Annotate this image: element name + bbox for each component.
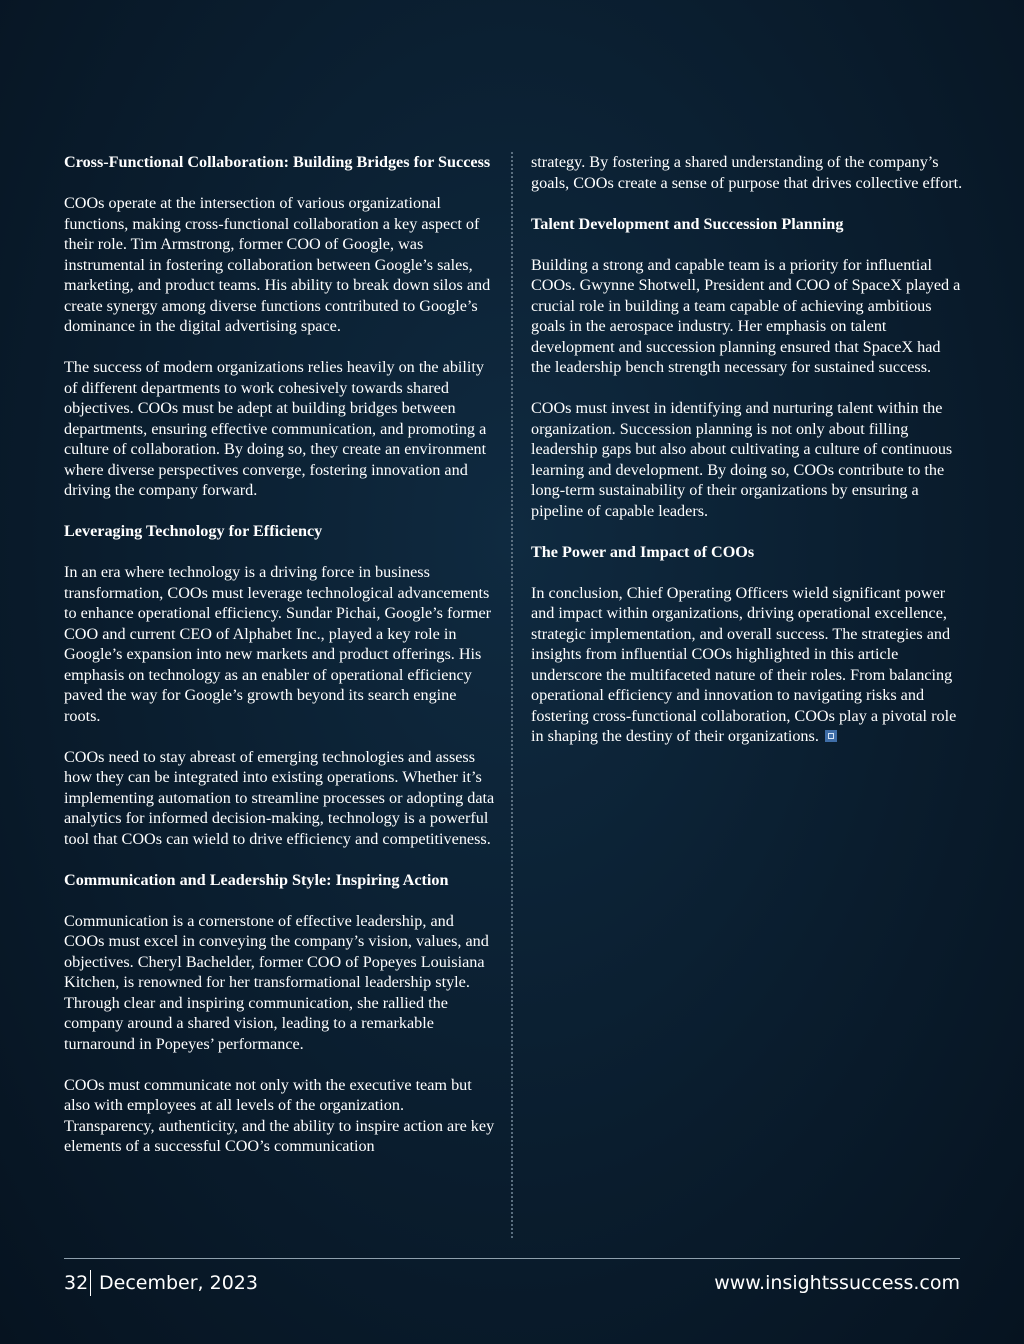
paragraph: COOs must communicate not only with the executive team but also with employees at all levels of the organization. Transparency, authenticity, and the ability to inspire action are key elements of a successful COO’s communication: [64, 1075, 495, 1155]
website-link[interactable]: www.insightssuccess.com: [714, 1272, 960, 1294]
section-heading: Communication and Leadership Style: Inspiring Action: [64, 870, 449, 889]
paragraph: The success of modern organizations relies heavily on the ability of different departments to work cohesively towards shared objectives. COOs must be adept at building bridges between departments, ensuring effective communication, and promoting a culture of collaboration. By doing so, they create an environment where diverse perspectives converge, fostering innovation and driving the company forward.: [64, 358, 487, 499]
page-footer: [64, 1270, 960, 1298]
paragraph: COOs must invest in identifying and nurturing talent within the organization. Succession planning is not only about filling leadership gaps but also about cultivating a culture of continuous learning and development. By doing so, COOs contribute to the long-term sustainability of their organizations by ensuring a pipeline of capable leaders.: [531, 399, 953, 520]
paragraph: COOs need to stay abreast of emerging technologies and assess how they can be integrated into existing operations. Whether it’s implementing automation to streamline processes or adopting data analytics for informed decision-making, technology is a powerful tool that COOs can wield to drive efficiency and competitiveness.: [64, 747, 495, 848]
issue-date: December, 2023: [99, 1272, 258, 1294]
footer-separator: [90, 1270, 91, 1296]
section-heading: Talent Development and Succession Planning: [531, 214, 844, 233]
section-heading: Leveraging Technology for Efficiency: [64, 522, 323, 540]
right-column: [531, 152, 963, 767]
paragraph: strategy. By fostering a shared understanding of the company’s goals, COOs create a sense of purpose that drives collective effort.: [531, 153, 963, 192]
paragraph: Communication is a cornerstone of effective leadership, and COOs must excel in conveying the company’s vision, values, and objectives. Cheryl Bachelder, former COO of Popeyes Louisiana Kitchen, is renowned for her transformational leadership style. Through clear and inspiring communication, she rallied the company around a shared vision, leading to a remarkable turnaround in Popeyes’ performance.: [64, 911, 489, 1053]
paragraph: In an era where technology is a driving force in business transformation, COOs must leverage technological advancements to enhance operational efficiency. Sundar Pichai, Google’s former COO and current CEO of Alphabet Inc., played a key role in Google’s expansion into new markets and product offerings. His emphasis on technology as an enabler of operational efficiency paved the way for Google’s growth beyond its search engine roots.: [64, 563, 492, 725]
paragraph: Building a strong and capable team is a priority for influential COOs. Gwynne Shotwell, President and COO of SpaceX played a crucial role in building a team capable of achieving ambitious goals in the aerospace industry. Her emphasis on talent development and succession planning ensured that SpaceX had the leadership bench strength necessary for sustained success.: [531, 255, 961, 376]
end-of-article-icon: [825, 730, 837, 742]
left-column: [64, 152, 496, 1177]
paragraph-text: In conclusion, Chief Operating Officers wield significant power and impact within organizations, driving operational excellence, strategic implementation, and overall success. The strategies and insights from influential COOs highlighted in this article underscore the multifaceted nature of their roles. From balancing operational efficiency and innovation to navigating risks and fostering cross-functional collaboration, COOs play a pivotal role in shaping the destiny of their organizations.: [531, 583, 957, 745]
closing-paragraph: [531, 583, 963, 747]
page-number: 32: [64, 1272, 89, 1294]
footer-rule: [64, 1258, 960, 1259]
paragraph: COOs operate at the intersection of various organizational functions, making cross-functional collaboration a key aspect of their role. Tim Armstrong, former COO of Google, was instrumental in fostering collaboration between Google’s sales, marketing, and product teams. His ability to break down silos and create synergy among diverse functions contributed to Google’s dominance in the digital advertising space.: [64, 194, 491, 335]
section-heading: The Power and Impact of COOs: [531, 542, 755, 561]
column-divider: [511, 152, 513, 1238]
section-heading: Cross-Functional Collaboration: Building Bridges for Success: [64, 153, 491, 171]
